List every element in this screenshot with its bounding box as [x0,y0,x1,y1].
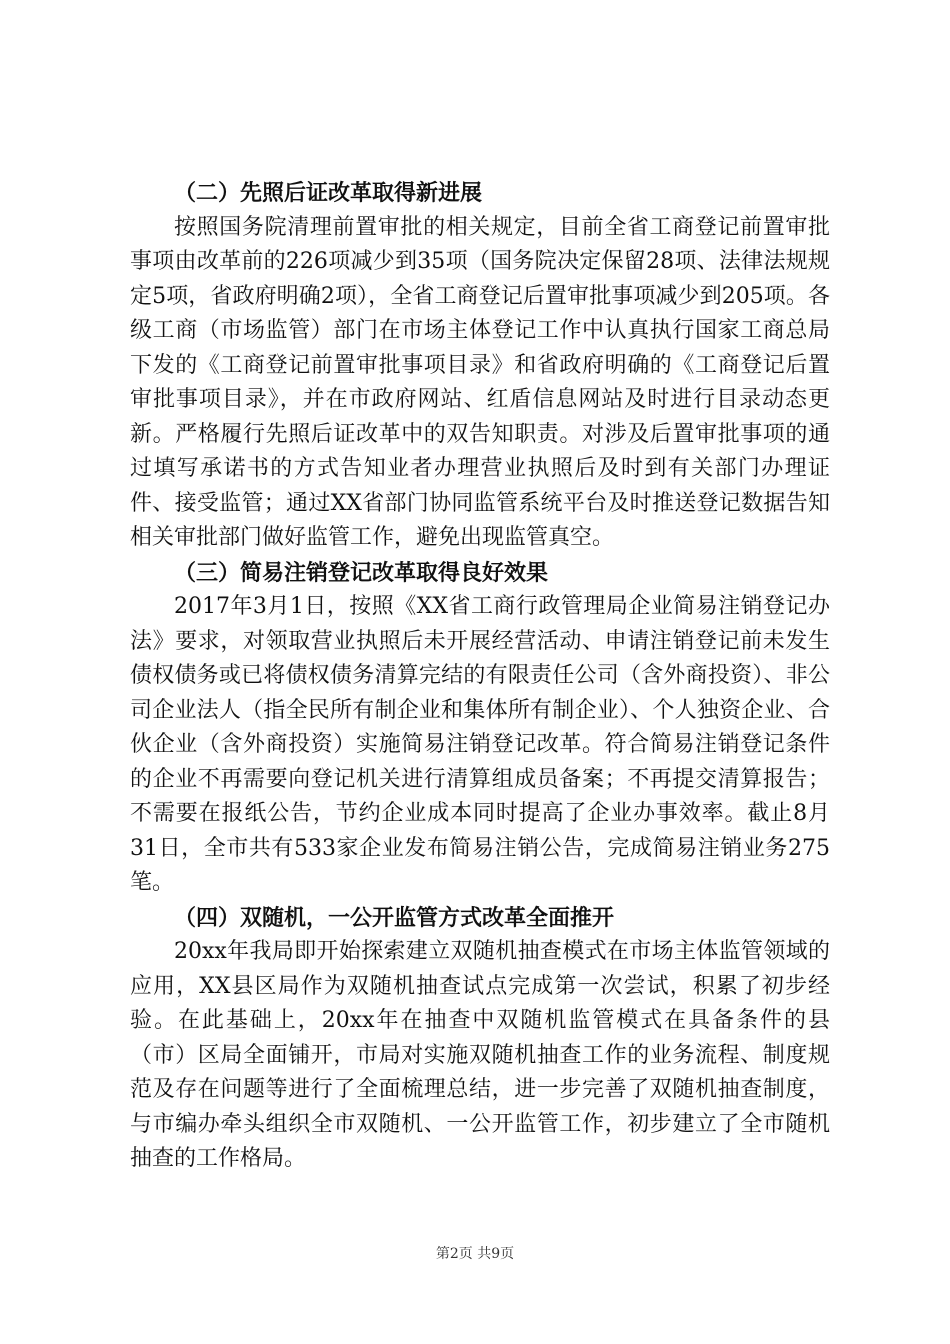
section-paragraph-3: 2017年3月1日，按照《XX省工商行政管理局企业简易注销登记办法》要求，对领取营业执照后未开展经营活动、申请注销登记前未发生债权债务或已将债权债务清算完结的有限责任公司（含外商投资）、非公司企业法人（指全民所有制企业和集体所有制企业）、个人独资企业、合伙企业（含外商投资）实施简易注销登记改革。符合简易注销登记条件的企业不再需要向登记机关进行清算组成员备案；不再提交清算报告；不需要在报纸公告，节约企业成本同时提高了企业办事效率。截止8月31日，全市共有533家企业发布简易注销公告，完成简易注销业务275笔。 [130,594,830,895]
section-paragraph-2: 按照国务院清理前置审批的相关规定，目前全省工商登记前置审批事项由改革前的226项减少到35项（国务院决定保留28项、法律法规规定5项，省政府明确2项），全省工商登记后置审批事项减少到205项。各级工商（市场监管）部门在市场主体登记工作中认真执行国家工商总局下发的《工商登记前置审批事项目录》和省政府明确的《工商登记后置审批事项目录》，并在市政府网站、红盾信息网站及时进行目录动态更新。严格履行先照后证改革中的双告知职责。对涉及后置审批事项的通过填写承诺书的方式告知业者办理营业执照后及时到有关部门办理证件、接受监管；通过XX省部门协同监管系统平台及时推送登记数据告知相关审批部门做好监管工作，避免出现监管真空。 [130,214,830,550]
document-body [130,176,830,1177]
section-paragraph-4: 20xx年我局即开始探索建立双随机抽查模式在市场主体监管领域的应用，XX县区局作为双随机抽查试点完成第一次尝试，积累了初步经验。在此基础上，20xx年在抽查中双随机监管模式在具备条件的县（市）区局全面铺开，市局对实施双随机抽查工作的业务流程、制度规范及存在问题等进行了全面梳理总结，进一步完善了双随机抽查制度，与市编办牵头组织全市双随机、一公开监管工作，初步建立了全市随机抽查的工作格局。 [130,939,830,1171]
section-title-2: （二）先照后证改革取得新进展 [174,180,483,206]
page-number-footer: 第2页 共9页 [435,1246,515,1262]
section-title-3: （三）简易注销登记改革取得良好效果 [174,559,549,586]
section-title-4: （四）双随机，一公开监管方式改革全面推开 [174,904,615,931]
